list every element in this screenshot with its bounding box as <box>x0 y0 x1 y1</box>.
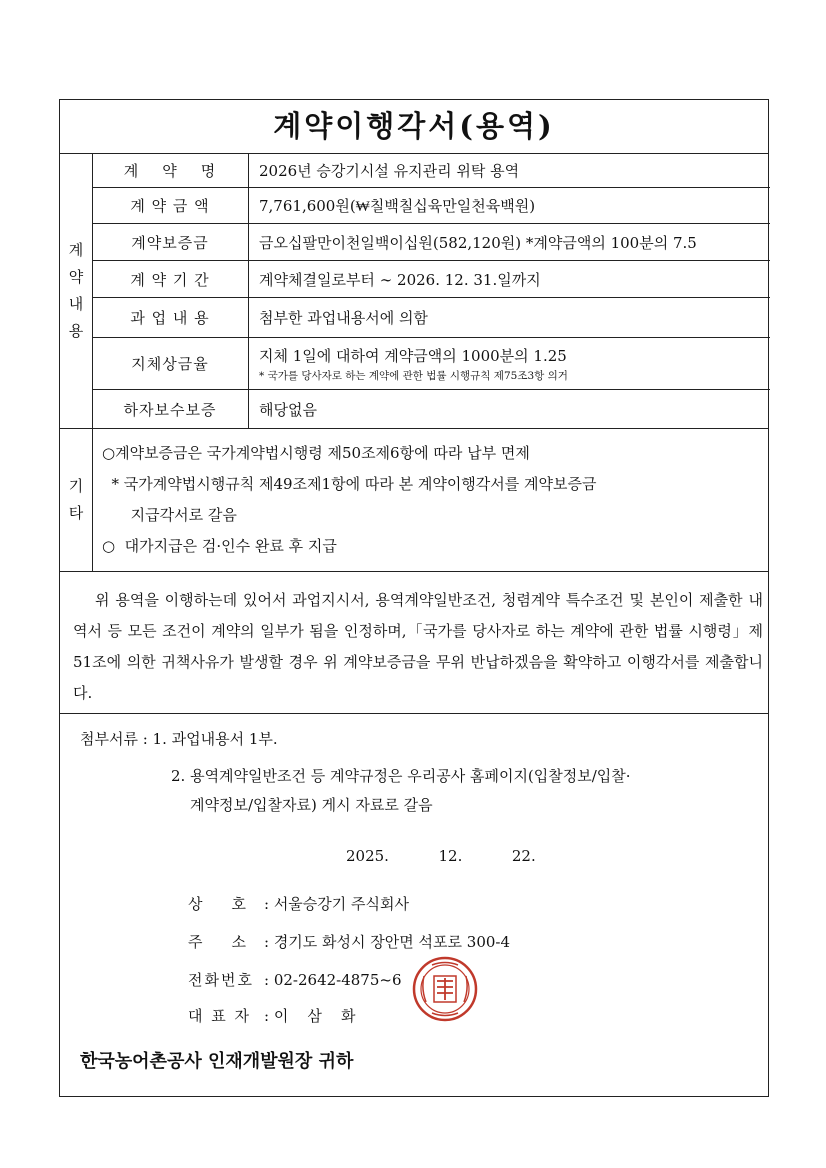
contract-document <box>59 99 769 1097</box>
side-char: 타 <box>68 503 84 522</box>
recipient: 한국농어촌공사 인재개발원장 귀하 <box>80 1051 354 1072</box>
row-contract-amount <box>92 188 770 224</box>
row-label: 하자보수보증 <box>92 390 249 428</box>
contract-section-label <box>60 153 93 428</box>
contract-details-section <box>60 153 768 429</box>
row-label: 지체상금율 <box>92 338 249 389</box>
row-value: 금오십팔만이천일백이십원(582,120원) *계약금액의 100분의 7.5 <box>259 233 697 252</box>
row-value: 지체 1일에 대하여 계약금액의 1000분의 1.25 * 국가를 당사자로 하는 계약에 관한 법률 시행규칙 제75조3항 의거 <box>259 338 770 389</box>
attachments-heading: 첨부서류 : 1. 과업내용서 1부. <box>80 730 278 748</box>
row-value: 해당없음 <box>259 400 317 419</box>
side-char: 용 <box>68 321 84 340</box>
other-line: * 국가계약법시행규칙 제49조제1항에 따라 본 계약이행각서를 계약보증금 <box>102 475 597 493</box>
row-label: 계약보증금 <box>92 224 249 260</box>
row-value: 첨부한 과업내용서에 의함 <box>259 309 428 327</box>
company-seal-icon <box>412 956 478 1022</box>
pledge-text: 위 용역을 이행하는데 있어서 과업지시서, 용역계약일반조건, 청렴계약 특수조건 및 본인이 제출한 내역서 등 모든 조건이 계약의 일부가 됨을 인정하며,「국가를 당사자로 하는 계약에 관한 법률 시행령」제51조에 의한 귀책사유가 발생할 경우 위 계약보증금을 무위 반납하겠음을 확약하고 이행각서를 제출합니다. <box>73 591 763 702</box>
row-label: 계 약 명 <box>92 153 249 187</box>
row-contract-deposit <box>92 224 770 261</box>
signatory-representative: 대 표 자 : 이 삼 화 <box>188 1007 356 1025</box>
row-value: 2026년 승강기시설 유지관리 위탁 용역 <box>259 161 520 180</box>
signature-section <box>60 713 768 1096</box>
attachment-item-2: 2. 용역계약일반조건 등 계약규정은 우리공사 홈페이지(입찰정보/입찰· <box>171 767 631 785</box>
signatory-address: 주 소 : 경기도 화성시 장안면 석포로 300-4 <box>188 933 511 951</box>
other-line: ○ 대가지급은 검·인수 완료 후 지급 <box>102 537 337 555</box>
side-char: 내 <box>68 294 84 313</box>
row-defect-warranty <box>92 390 770 428</box>
attachment-item-2-cont: 계약정보/입찰자료) 게시 자료로 갈음 <box>190 796 433 814</box>
side-char: 약 <box>68 267 84 286</box>
signatory-phone: 전화번호 : 02-2642-4875~6 <box>188 971 402 989</box>
row-value: 계약체결일로부터 ∼ 2026. 12. 31.일까지 <box>259 270 541 289</box>
document-date: 2025. 12. 22. <box>346 847 536 865</box>
document-title: 계약이행각서(용역) <box>60 100 768 154</box>
row-label: 과 업 내 용 <box>92 298 249 337</box>
row-label: 계 약 금 액 <box>92 188 249 223</box>
other-line: ○계약보증금은 국가계약법시행령 제50조제6항에 따라 납부 면제 <box>102 444 530 462</box>
row-contract-period <box>92 261 770 298</box>
other-section-label <box>60 428 93 571</box>
other-terms-lines <box>102 438 597 562</box>
other-line: 지급각서로 갈음 <box>102 506 237 524</box>
signatory-company: 상 호 : 서울승강기 주식회사 <box>188 895 410 913</box>
side-char: 계 <box>68 240 84 259</box>
row-note: * 국가를 당사자로 하는 계약에 관한 법률 시행규칙 제75조3항 의거 <box>259 369 568 382</box>
row-contract-name <box>92 153 770 188</box>
row-value: 7,761,600원(₩칠백칠십육만일천육백원) <box>259 197 536 215</box>
side-char: 기 <box>68 476 84 495</box>
row-label: 계 약 기 간 <box>92 261 249 297</box>
row-delay-penalty <box>92 338 770 390</box>
row-task-content <box>92 298 770 338</box>
pledge-section <box>60 571 768 714</box>
other-terms-section <box>60 428 768 572</box>
